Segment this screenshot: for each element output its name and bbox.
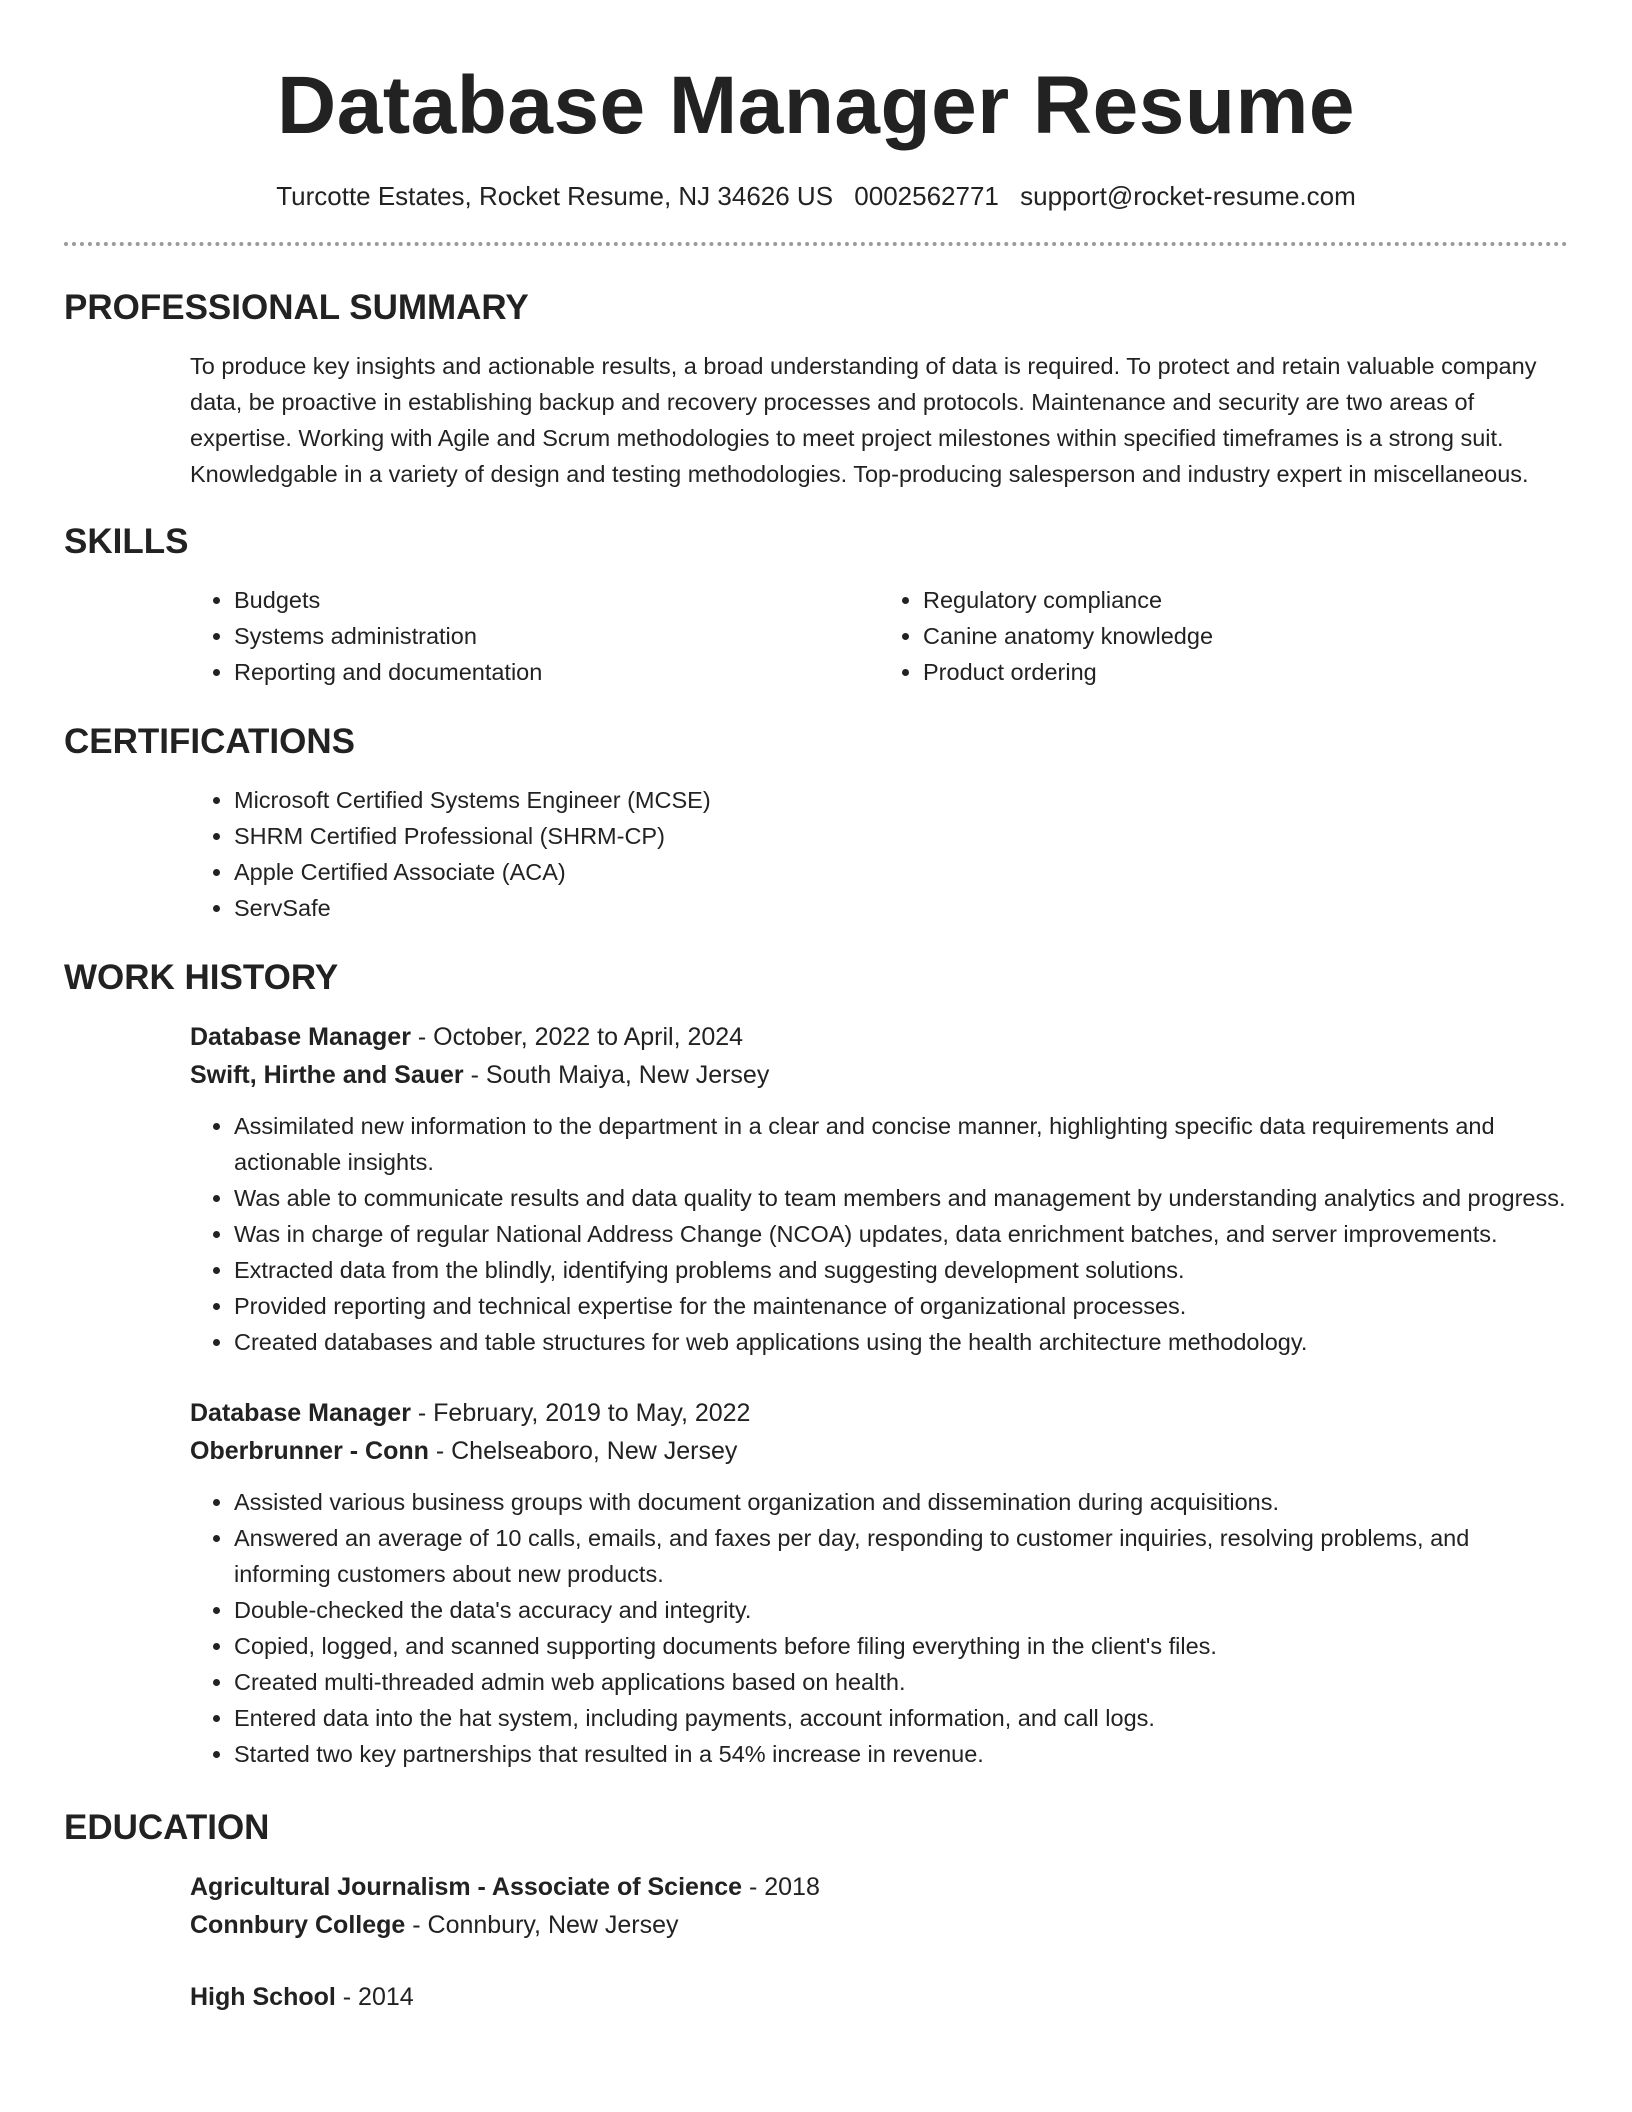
- job-dates: - October, 2022 to April, 2024: [410, 1023, 744, 1051]
- job-bullet: • Created multi-threaded admin web applications based on health.: [234, 1664, 1568, 1700]
- job-title-line: [190, 1018, 1568, 1056]
- skill-item: • Systems administration: [234, 618, 879, 654]
- page-title: Database Manager Resume: [277, 60, 1355, 151]
- education-location: - Connbury, New Jersey: [405, 1911, 679, 1939]
- job-bullet: • Answered an average of 10 calls, emails, and faxes per day, responding to customer inquiries, resolving problems, and informing customers about new products.: [234, 1520, 1568, 1592]
- education-degree: Agricultural Journalism - Associate of Science: [190, 1873, 743, 1901]
- job-bullet: • Assimilated new information to the department in a clear and concise manner, highlighting specific data requirements and actionable insights.: [234, 1108, 1568, 1180]
- job-company: Oberbrunner - Conn: [190, 1437, 429, 1465]
- skill-item: • Canine anatomy knowledge: [923, 618, 1568, 654]
- job-title-line: [190, 1394, 1568, 1432]
- job-bullet: • Entered data into the hat system, including payments, account information, and call logs.: [234, 1700, 1568, 1736]
- job-bullet: • Created databases and table structures for web applications using the health architecture methodology.: [234, 1324, 1568, 1360]
- contact-line: [64, 178, 1568, 214]
- skill-item: • Product ordering: [923, 654, 1568, 690]
- job-location: - Chelseaboro, New Jersey: [428, 1437, 738, 1465]
- education-heading: EDUCATION: [64, 1808, 270, 1847]
- certification-item: • ServSafe: [234, 890, 1568, 926]
- work-history-heading: WORK HISTORY: [64, 958, 339, 997]
- summary-heading: PROFESSIONAL SUMMARY: [64, 288, 529, 327]
- education-school-line: [190, 1906, 1568, 1944]
- skill-item: • Budgets: [234, 582, 879, 618]
- certifications-heading: CERTIFICATIONS: [64, 722, 356, 761]
- job-bullet: • Extracted data from the blindly, identifying problems and suggesting development solutions.: [234, 1252, 1568, 1288]
- job-bullets: [190, 1484, 1568, 1772]
- job-company-line: [190, 1432, 1568, 1470]
- education-year: - 2014: [335, 1983, 414, 2011]
- education-degree-line: [190, 1868, 1568, 1906]
- work-history-section: [64, 956, 1568, 1772]
- job-company-line: [190, 1056, 1568, 1094]
- job-bullet: • Was able to communicate results and data quality to team members and management by understanding analytics and progress.: [234, 1180, 1568, 1216]
- header-divider: [64, 242, 1568, 246]
- education-section: [64, 1806, 1568, 2016]
- job-company: Swift, Hirthe and Sauer: [190, 1061, 464, 1089]
- education-entry: [190, 1978, 1568, 2016]
- job-bullet: • Started two key partnerships that resulted in a 54% increase in revenue.: [234, 1736, 1568, 1772]
- job-entry: [190, 1394, 1568, 1772]
- job-location: - South Maiya, New Jersey: [463, 1061, 770, 1089]
- job-title: Database Manager: [190, 1399, 411, 1427]
- job-dates: - February, 2019 to May, 2022: [410, 1399, 751, 1427]
- job-bullet: • Copied, logged, and scanned supporting documents before filing everything in the client's files.: [234, 1628, 1568, 1664]
- resume-page: [64, 0, 1568, 2050]
- skill-item: • Regulatory compliance: [923, 582, 1568, 618]
- job-bullet: • Provided reporting and technical expertise for the maintenance of organizational processes.: [234, 1288, 1568, 1324]
- certification-item: • SHRM Certified Professional (SHRM-CP): [234, 818, 1568, 854]
- certifications-list: [190, 782, 1568, 926]
- skills-list-right: [879, 582, 1568, 690]
- certification-item: • Microsoft Certified Systems Engineer (MCSE): [234, 782, 1568, 818]
- education-entry: [190, 1868, 1568, 1944]
- education-degree: High School: [190, 1983, 336, 2011]
- contact-phone: 0002562771: [854, 181, 999, 211]
- skills-list-left: [190, 582, 879, 690]
- education-year: - 2018: [742, 1873, 820, 1901]
- job-entry: [190, 1018, 1568, 1360]
- certifications-section: [64, 720, 1568, 926]
- education-school: Connbury College: [190, 1911, 406, 1939]
- skill-item: • Reporting and documentation: [234, 654, 879, 690]
- contact-email: support@rocket-resume.com: [1020, 181, 1356, 211]
- certification-item: • Apple Certified Associate (ACA): [234, 854, 1568, 890]
- job-bullet: • Assisted various business groups with document organization and dissemination during acquisitions.: [234, 1484, 1568, 1520]
- skills-heading: SKILLS: [64, 522, 189, 561]
- summary-text: To produce key insights and actionable results, a broad understanding of data is required. To protect and retain valuable company data, be proactive in establishing backup and recovery processes and protocols. Maintenance and security are two areas of expertise. Working with Agile and Scrum methodologies to meet project milestones within specified timeframes is a strong suit. Knowledgable in a variety of design and testing methodologies. Top-producing salesperson and industry expert in miscellaneous.: [190, 353, 1537, 487]
- job-bullets: [190, 1108, 1568, 1360]
- job-bullet: • Double-checked the data's accuracy and integrity.: [234, 1592, 1568, 1628]
- job-bullet: • Was in charge of regular National Address Change (NCOA) updates, data enrichment batches, and server improvements.: [234, 1216, 1568, 1252]
- contact-address: Turcotte Estates, Rocket Resume, NJ 34626 US: [276, 181, 834, 211]
- job-title: Database Manager: [190, 1023, 411, 1051]
- education-degree-line: [190, 1978, 1568, 2016]
- summary-section: [64, 286, 1568, 492]
- skills-section: [64, 520, 1568, 690]
